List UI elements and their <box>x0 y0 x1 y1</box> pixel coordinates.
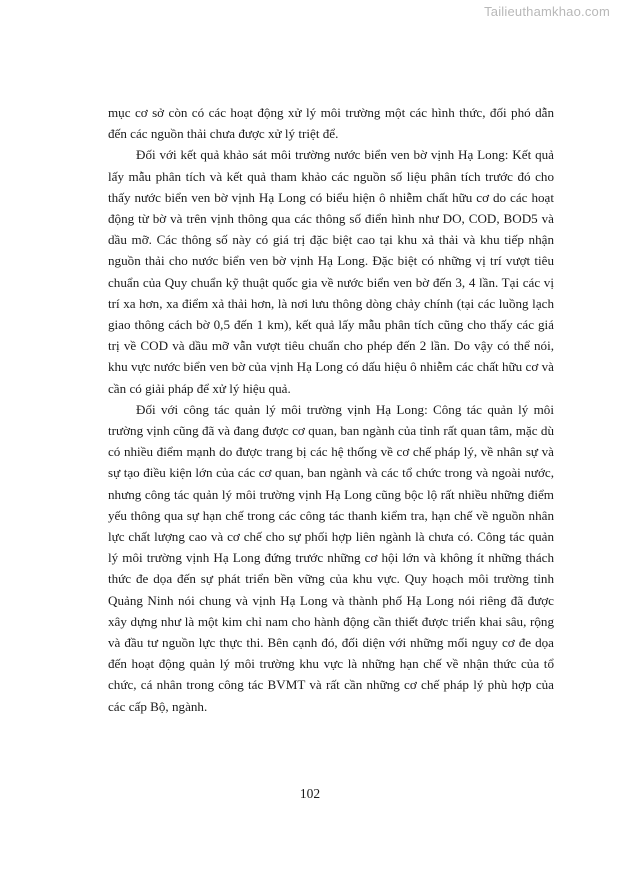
paragraph-continuation: mục cơ sở còn có các hoạt động xử lý môi trường một các hình thức, đối phó dẫn đến các nguồn thải chưa được xử lý triệt để. <box>108 105 554 142</box>
watermark-text: Tailieuthamkhao.com <box>484 4 610 19</box>
page-number: 102 <box>299 786 321 801</box>
document-body <box>108 102 554 717</box>
paragraph-environment-management: Đối với công tác quản lý môi trường vịnh Hạ Long: Công tác quản lý môi trường vịnh cũng đã và đang được cơ quan, ban ngành của tỉnh rất quan tâm, mặc dù có nhiều điểm mạnh do được trang bị các hệ thống về cơ chế pháp lý, về nhân sự và sự tạo điều kiện lớn của các cơ quan, ban ngành và các tổ chức trong và ngoài nước, nhưng công tác quản lý môi trường vịnh Hạ Long cũng bộc lộ rất nhiều những điểm yếu thông qua sự hạn chế trong các công tác thanh kiểm tra, hạn chế về nguồn nhân lực chất lượng cao và cơ chế cho sự phối hợp liên ngành là chưa có. Công tác quản lý môi trường vịnh Hạ Long đứng trước những cơ hội lớn và không ít những thách thức đe dọa đến sự phát triển bền vững của khu vực. Quy hoạch môi trường tỉnh Quảng Ninh nói chung và vịnh Hạ Long và thành phố Hạ Long nói riêng đã được xây dựng như là một kim chỉ nam cho hành động cần thiết được triển khai sâu, rộng và đầu tư nguồn lực thực thi. Bên cạnh đó, đối diện với những mối nguy cơ đe dọa đến hoạt động quản lý môi trường khu vực là những hạn chế về nhận thức của tổ chức, cá nhân trong công tác BVMT và rất cần những cơ chế pháp lý phù hợp của các cấp Bộ, ngành. <box>108 401 554 714</box>
paragraph-seawater-survey: Đối với kết quả khảo sát môi trường nước biển ven bờ vịnh Hạ Long: Kết quả lấy mẫu phân tích và kết quả tham khảo các nguồn số liệu phân tích trước đó cho thấy nước biển ven bờ vịnh Hạ Long có biểu hiện ô nhiễm chất hữu cơ do các hoạt động từ bờ và trên vịnh thông qua các thông số điển hình như DO, COD, BOD5 và dầu mỡ. Các thông số này có giá trị đặc biệt cao tại khu xả thải và khu tiếp nhận nguồn thải cho nước biển ven bờ vịnh Hạ Long. Đặc biệt có những vị trí vượt tiêu chuẩn của Quy chuẩn kỹ thuật quốc gia về nước biển ven bờ đến 3, 4 lần. Tại các vị trí xa hơn, xa điểm xả thải hơn, là nơi lưu thông dòng chảy chính (tại các luồng lạch giao thông cách bờ 0,5 đến 1 km), kết quả lấy mẫu phân tích cũng cho thấy các giá trị về COD và dầu mỡ vẫn vượt tiêu chuẩn cho phép đến 2 lần. Do vậy có thể nói, khu vực nước biển ven bờ của vịnh Hạ Long có dấu hiệu ô nhiễm các chất hữu cơ và cần có giải pháp để xử lý hiệu quả. <box>108 147 554 396</box>
